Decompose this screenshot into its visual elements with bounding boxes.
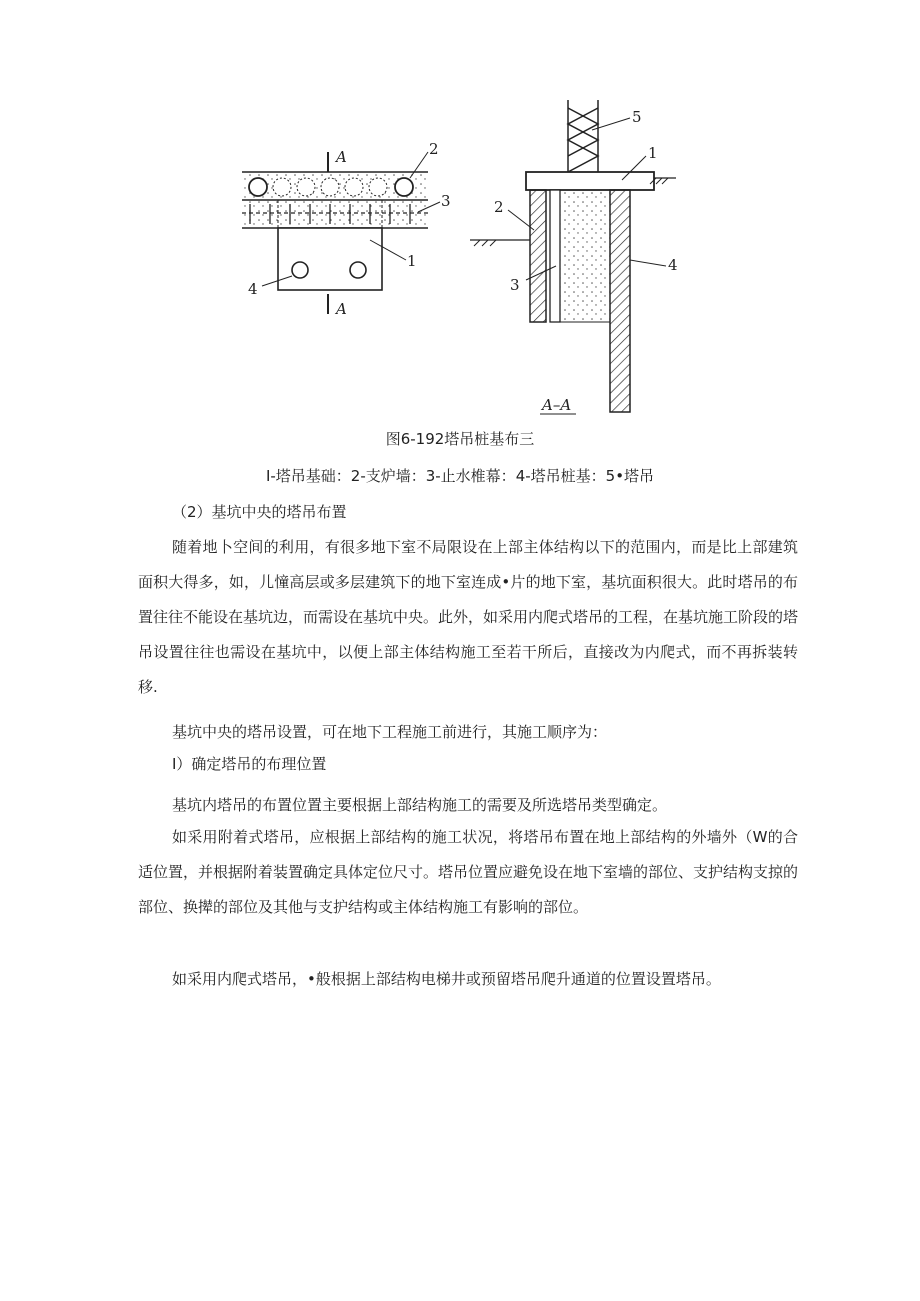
paragraph-5: 如采用内爬式塔吊，•般根据上部结构电梯井或预留塔吊爬升通道的位置设置塔吊。: [172, 970, 721, 988]
section-tower-pile: [610, 190, 630, 412]
paragraph-3: 基坑内塔吊的布置位置主要根据上部结构施工的需要及所选塔吊类型确定。: [172, 796, 668, 814]
plan-pile-1: [292, 262, 308, 278]
paragraph-2: 基坑中央的塔吊设置，可在地下工程施工前进行，其施工顺序为：: [172, 723, 608, 741]
plan-pile-2: [350, 262, 366, 278]
section-tower-crane: [568, 100, 598, 172]
plan-view: [242, 140, 451, 318]
section-soil: [560, 190, 610, 322]
callout-right-2: 2: [494, 198, 504, 216]
callout-left-2: 2: [429, 140, 439, 158]
paragraph-4: 如采用附着式塔吊，应根据上部结构的施工状况，将塔吊布置在地上部结构的外墙外（W的合适位置，并根据附着装置确定具体定位尺寸。塔吊位置应避免设在地下室墙的部位、支护结构支掠的部位、换撵的部位及其他与支护结构或主体结构施工有影响的部位。: [138, 828, 799, 916]
list-item-1: I）确定塔吊的布理位置: [172, 755, 327, 773]
callout-left-3: 3: [441, 192, 451, 210]
figure-tower-crane-pile-layout: [230, 100, 690, 420]
callout-right-1: 1: [648, 144, 658, 162]
section-label-top: A: [336, 148, 347, 166]
figure-caption-title: 图6-192塔吊桩基布三: [385, 430, 535, 448]
section-heading: （2）基坑中央的塔吊布置: [172, 503, 347, 521]
plan-foundation: [278, 228, 382, 290]
callout-left-1: 1: [407, 252, 417, 270]
section-view: [470, 100, 678, 414]
section-title: A–A: [542, 396, 572, 414]
section-foundation: [526, 172, 654, 190]
paragraph-1: 随着地卜空间的利用，有很多地下室不局限设在上部主体结构以下的范围内，而是比上部建筑面积大得多，如，儿憧高层或多层建筑下的地下室连成•片的地下室，基坑面积很大。此时塔吊的布置往往不能设在基坑边，而需设在基坑中央。此外，如采用内爬式塔吊的工程，在基坑施工阶段的塔吊设置往往也需设在基坑中，以便上部主体结构施工至若干所后，直接改为内爬式，而不再拆装转移.: [138, 538, 799, 696]
figure-drawing: [230, 100, 690, 420]
callout-left-4: 4: [248, 280, 258, 298]
callout-right-3: 3: [510, 276, 520, 294]
section-retaining-wall: [530, 190, 546, 322]
callout-right-4: 4: [668, 256, 678, 274]
figure-caption-legend: I-塔吊基础：2-支炉墙：3-止水椎幕：4-塔吊桩基：5•塔吊: [265, 467, 655, 485]
section-label-bottom: A: [336, 300, 347, 318]
section-water-curtain: [550, 190, 560, 322]
callout-right-5: 5: [632, 108, 642, 126]
